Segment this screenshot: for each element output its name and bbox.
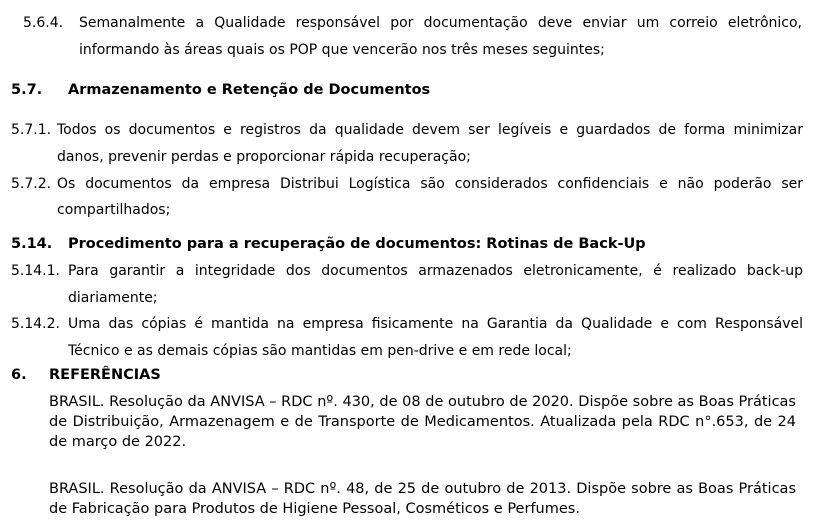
section-title: REFERÊNCIAS <box>49 367 161 383</box>
section-number: 5.14. <box>11 236 53 252</box>
item-text-line: Semanalmente a Qualidade responsável por documentação deve enviar um correio eletrônico, <box>79 15 802 31</box>
item-text-line: Os documentos da empresa Distribui Logística são considerados confidenciais e não poderão ser <box>57 176 803 192</box>
item-text-line: informando às áreas quais os POP que vencerão nos três meses seguintes; <box>79 42 605 58</box>
reference-line: BRASIL. Resolução da ANVISA – RDC nº. 48, de 25 de outubro de 2013. Dispõe sobre as Boas Práticas <box>49 481 796 497</box>
list-item <box>0 258 821 312</box>
list-item <box>0 0 821 64</box>
list-item <box>0 118 821 172</box>
item-number: 5.6.4. <box>23 15 64 31</box>
reference-line: BRASIL. Resolução da ANVISA – RDC nº. 430, de 08 de outubro de 2020. Dispõe sobre as Boas Práticas <box>49 394 796 410</box>
reference-entry <box>0 478 821 524</box>
item-text-line: Todos os documentos e registros da qualidade devem ser legíveis e guardados de forma minimizar <box>57 122 803 138</box>
section-heading <box>11 236 52 252</box>
section-title: Armazenamento e Retenção de Documentos <box>68 82 431 98</box>
section-number: 6. <box>11 367 27 383</box>
item-number: 5.14.2. <box>11 316 60 332</box>
item-number: 5.7.2. <box>11 176 52 192</box>
item-text-line: diariamente; <box>68 290 158 306</box>
item-text-line: compartilhados; <box>57 202 171 218</box>
section-title: Procedimento para a recuperação de documentos: Rotinas de Back-Up <box>68 236 646 252</box>
list-item <box>0 171 821 225</box>
item-text-line: Uma das cópias é mantida na empresa fisicamente na Garantia da Qualidade e com Responsável <box>68 316 803 332</box>
item-text-line: Técnico e as demais cópias são mantidas em pen-drive e em rede local; <box>68 343 572 359</box>
reference-line: de Distribuição, Armazenagem e de Transporte de Medicamentos. Atualizada pela RDC n°.653, de 24 <box>49 414 796 430</box>
item-text-line: danos, prevenir perdas e proporcionar rápida recuperação; <box>57 149 471 165</box>
section-heading <box>11 82 42 98</box>
item-number: 5.7.1. <box>11 122 52 138</box>
reference-entry <box>0 392 821 456</box>
reference-line: de março de 2022. <box>49 434 187 450</box>
reference-line: de Fabricação para Produtos de Higiene Pessoal, Cosméticos e Perfumes. <box>49 501 580 517</box>
list-item <box>0 311 821 365</box>
section-number: 5.7. <box>11 82 43 98</box>
item-number: 5.14.1. <box>11 263 60 279</box>
section-heading <box>11 367 27 383</box>
item-text-line: Para garantir a integridade dos documentos armazenados eletronicamente, é realizado back-up <box>68 263 803 279</box>
